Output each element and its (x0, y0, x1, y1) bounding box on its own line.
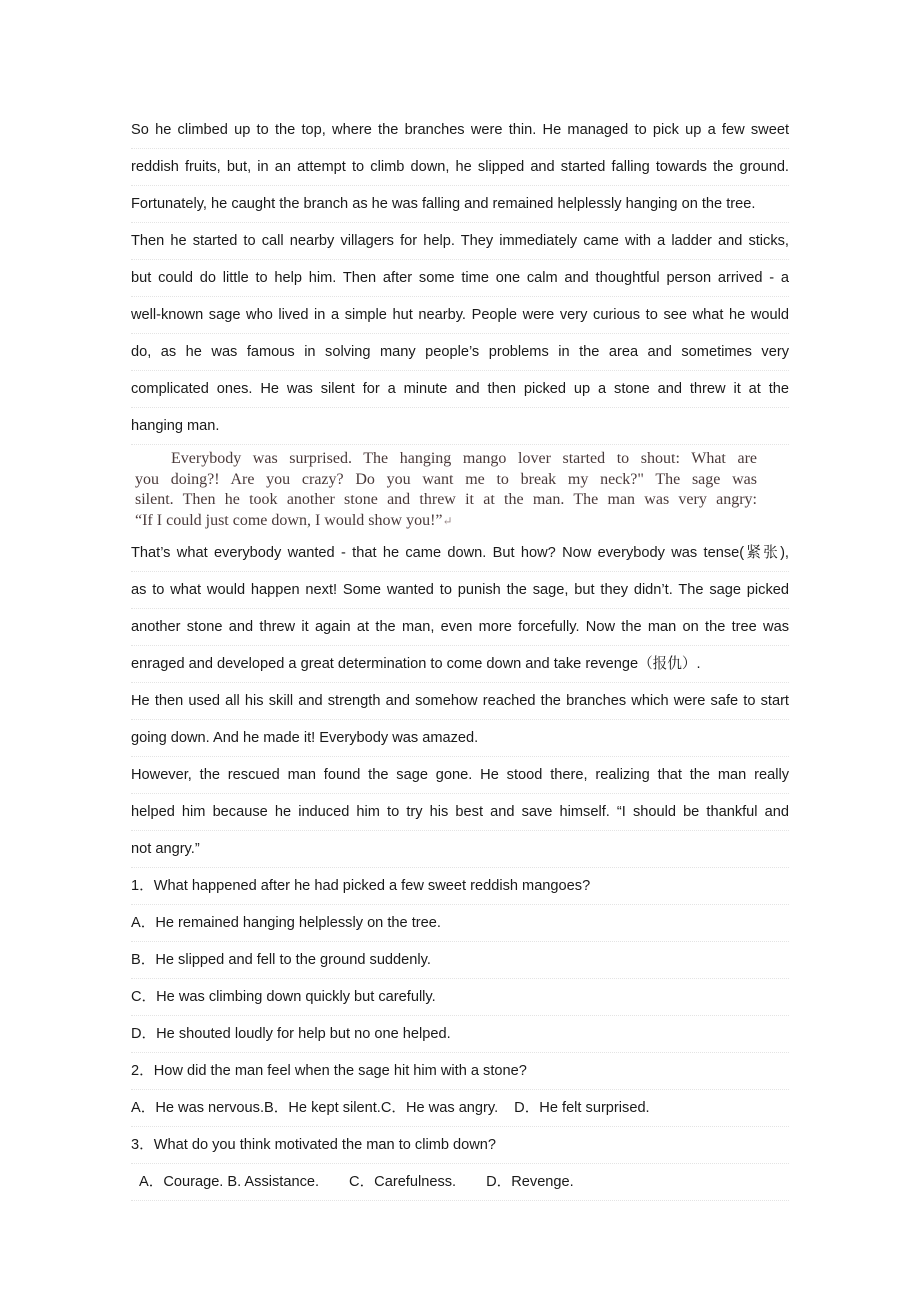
answer-options-row (131, 1090, 789, 1127)
text-line: but could do little to help him. Then after some time one calm and thoughtful person arrived - a (131, 260, 789, 297)
answer-option[interactable]: B．He kept silent. (264, 1100, 381, 1116)
quote-line-last (135, 511, 757, 532)
text-line: helped him because he induced him to try his best and save himself. “I should be thankful and (131, 794, 789, 831)
answer-option[interactable]: A．He remained hanging helplessly on the tree. (131, 905, 789, 942)
quote-line: you doing?! Are you crazy? Do you want me to break my neck?" The sage was (135, 470, 757, 488)
answer-options-row (131, 1164, 789, 1201)
question-2 (131, 1053, 789, 1127)
text-line: That’s what everybody wanted - that he came down. But how? Now everybody was tense(紧张), (131, 535, 789, 572)
answer-option[interactable]: D．He shouted loudly for help but no one helped. (131, 1016, 789, 1053)
question-3 (131, 1127, 789, 1201)
paragraph-sage-gone (131, 757, 789, 868)
answer-option[interactable]: B．He slipped and fell to the ground suddenly. (131, 942, 789, 979)
paragraph-return-icon: ↵ (442, 513, 453, 528)
answer-option[interactable]: C．He was angry. (380, 1100, 499, 1116)
answer-option[interactable]: C．Carefulness. (349, 1174, 457, 1190)
document-content (131, 112, 789, 1201)
question-1 (131, 868, 789, 1053)
text-line: complicated ones. He was silent for a minute and then picked up a stone and threw it at the (131, 371, 789, 408)
text-line: not angry.” (131, 831, 789, 868)
text-line: as to what would happen next! Some wanted to punish the sage, but they didn’t. The sage picked (131, 572, 789, 609)
quoted-passage-block (135, 449, 757, 531)
paragraph-came-down (131, 683, 789, 757)
paragraph-climb (131, 112, 789, 223)
text-line: hanging man. (131, 408, 789, 445)
answer-option[interactable]: A．Courage. (139, 1174, 224, 1190)
text-line: However, the rescued man found the sage gone. He stood there, realizing that the man really (131, 757, 789, 794)
question-stem: 2．How did the man feel when the sage hit him with a stone? (131, 1053, 789, 1090)
text-line: Fortunately, he caught the branch as he was falling and remained helplessly hanging on the tree. (131, 186, 789, 223)
text-line: enraged and developed a great determination to come down and take revenge（报仇）. (131, 646, 789, 683)
text-line: He then used all his skill and strength and somehow reached the branches which were safe to start (131, 683, 789, 720)
question-stem: 1．What happened after he had picked a few sweet reddish mangoes? (131, 868, 789, 905)
answer-option[interactable]: D．Revenge. (486, 1174, 574, 1190)
answer-option[interactable]: D．He felt surprised. (514, 1100, 650, 1116)
text-line: another stone and threw it again at the man, even more forcefully. Now the man on the tree was (131, 609, 789, 646)
paragraph-sage-arrives (131, 223, 789, 445)
quote-line-text: “If I could just come down, I would show you!” (135, 511, 443, 529)
answer-option[interactable]: A．He was nervous. (131, 1100, 265, 1116)
paragraph-tension (131, 535, 789, 683)
text-line: Then he started to call nearby villagers for help. They immediately came with a ladder and sticks, (131, 223, 789, 260)
quote-line: silent. Then he took another stone and threw it at the man. The man was very angry: (135, 491, 757, 508)
text-line: do, as he was famous in solving many people’s problems in the area and sometimes very (131, 334, 789, 371)
answer-option[interactable]: C．He was climbing down quickly but carefully. (131, 979, 789, 1016)
question-stem: 3．What do you think motivated the man to climb down? (131, 1127, 789, 1164)
text-line: going down. And he made it! Everybody was amazed. (131, 720, 789, 757)
quote-line: Everybody was surprised. The hanging mango lover started to shout: What are (171, 450, 757, 467)
text-line: So he climbed up to the top, where the branches were thin. He managed to pick up a few sweet (131, 112, 789, 149)
answer-option[interactable]: B. Assistance. (227, 1174, 320, 1190)
text-line: well-known sage who lived in a simple hut nearby. People were very curious to see what he would (131, 297, 789, 334)
text-line: reddish fruits, but, in an attempt to climb down, he slipped and started falling towards the ground. (131, 149, 789, 186)
